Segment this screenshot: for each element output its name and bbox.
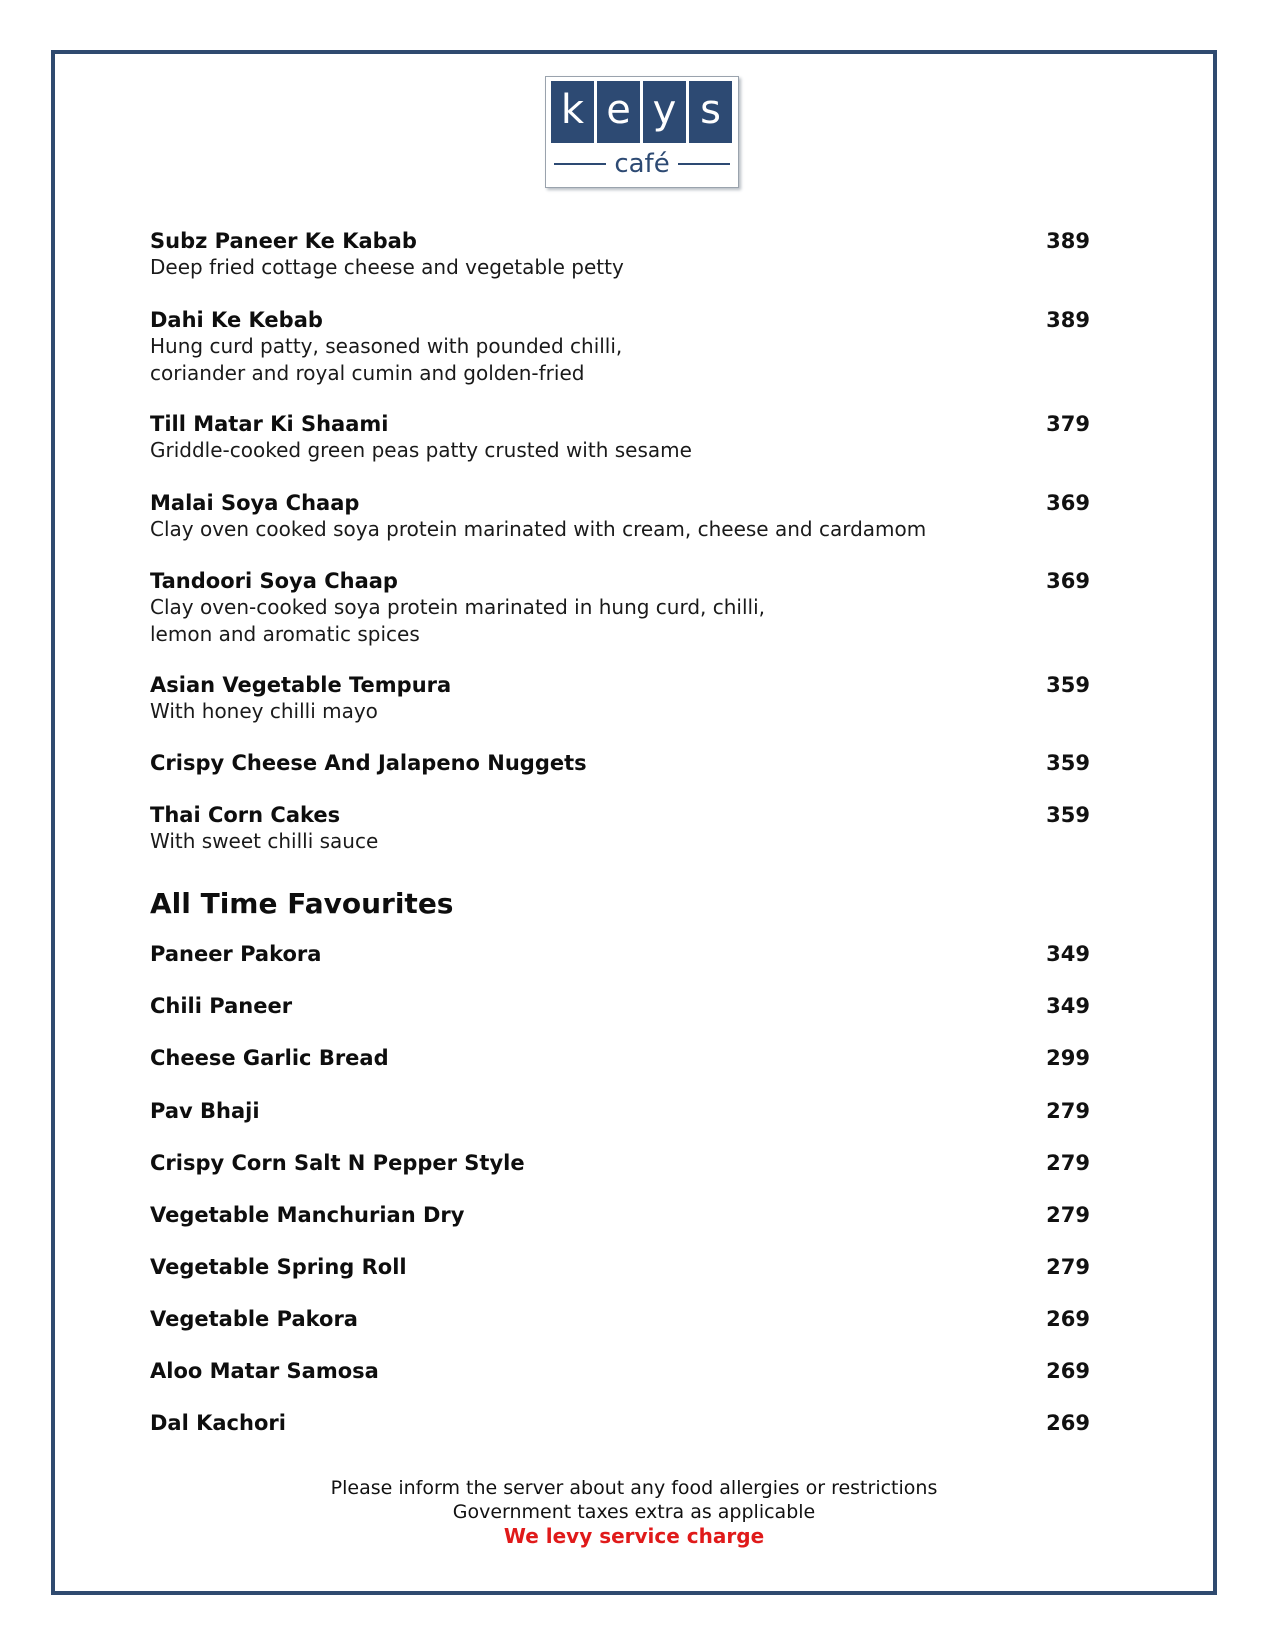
- item-name: Tandoori Soya Chaap: [150, 569, 398, 593]
- menu-item: [150, 802, 1090, 855]
- menu-item: [150, 1358, 1090, 1384]
- item-name: Vegetable Spring Roll: [150, 1255, 407, 1279]
- menu-item: [150, 1150, 1090, 1176]
- item-price: 369: [1046, 569, 1090, 593]
- item-name: Crispy Cheese And Jalapeno Nuggets: [150, 751, 587, 775]
- keys-cafe-logo: [545, 76, 739, 188]
- logo-letter-y: y: [643, 81, 686, 143]
- menu-item: [150, 1045, 1090, 1071]
- item-name: Dahi Ke Kebab: [150, 308, 323, 332]
- item-name: Thai Corn Cakes: [150, 803, 341, 827]
- item-name: Crispy Corn Salt N Pepper Style: [150, 1151, 525, 1175]
- item-price: 269: [1046, 1307, 1090, 1331]
- item-price: 359: [1046, 803, 1090, 827]
- item-description: With sweet chilli sauce: [150, 829, 379, 853]
- item-price: 349: [1046, 942, 1090, 966]
- menu-item: [150, 1306, 1090, 1332]
- item-price: 279: [1046, 1203, 1090, 1227]
- menu-item: [150, 568, 1090, 648]
- logo-rule-left: [554, 163, 606, 165]
- item-description: Griddle-cooked green peas patty crusted with sesame: [150, 438, 692, 462]
- logo-rule-right: [678, 163, 730, 165]
- item-price: 269: [1046, 1411, 1090, 1435]
- item-price: 359: [1046, 673, 1090, 697]
- logo-letter-e: e: [597, 81, 640, 143]
- menu-item: [150, 228, 1090, 281]
- menu-item: [150, 490, 1090, 543]
- menu-item: [150, 307, 1090, 387]
- menu-item: [150, 993, 1090, 1019]
- item-price: 299: [1046, 1046, 1090, 1070]
- service-charge-notice: We levy service charge: [503, 1524, 765, 1548]
- item-name: Vegetable Manchurian Dry: [150, 1203, 465, 1227]
- menu-item: [150, 411, 1090, 464]
- item-name: Asian Vegetable Tempura: [150, 673, 452, 697]
- menu-item: [150, 750, 1090, 776]
- item-name: Cheese Garlic Bread: [150, 1046, 389, 1070]
- item-name: Malai Soya Chaap: [150, 491, 360, 515]
- item-price: 379: [1046, 412, 1090, 436]
- section-title: All Time Favourites: [150, 887, 454, 920]
- item-name: Subz Paneer Ke Kabab: [150, 229, 417, 253]
- item-price: 349: [1046, 994, 1090, 1018]
- logo-letter-s: s: [689, 81, 732, 143]
- item-name: Paneer Pakora: [150, 942, 322, 966]
- item-price: 369: [1046, 491, 1090, 515]
- logo-letter-k: k: [551, 81, 594, 143]
- item-name: Dal Kachori: [150, 1411, 286, 1435]
- item-description: Hung curd patty, seasoned with pounded chilli, coriander and royal cumin and golden-fried: [150, 334, 623, 385]
- item-name: Pav Bhaji: [150, 1099, 260, 1123]
- item-name: Aloo Matar Samosa: [150, 1359, 379, 1383]
- item-price: 359: [1046, 751, 1090, 775]
- menu-item: [150, 1254, 1090, 1280]
- item-name: Vegetable Pakora: [150, 1307, 358, 1331]
- item-price: 269: [1046, 1359, 1090, 1383]
- item-name: Chili Paneer: [150, 994, 293, 1018]
- allergy-notice: Please inform the server about any food allergies or restrictions: [330, 1477, 938, 1499]
- item-description: Clay oven cooked soya protein marinated with cream, cheese and cardamom: [150, 517, 927, 541]
- menu-item: [150, 672, 1090, 725]
- item-price: 389: [1046, 229, 1090, 253]
- item-price: 279: [1046, 1151, 1090, 1175]
- item-description: With honey chilli mayo: [150, 699, 378, 723]
- item-description: Clay oven-cooked soya protein marinated in hung curd, chilli, lemon and aromatic spices: [150, 595, 766, 646]
- item-price: 279: [1046, 1255, 1090, 1279]
- tax-notice: Government taxes extra as applicable: [452, 1501, 816, 1523]
- item-price: 279: [1046, 1099, 1090, 1123]
- menu-item: [150, 1098, 1090, 1124]
- logo-subtitle: café: [614, 149, 670, 179]
- menu-item: [150, 941, 1090, 967]
- item-description: Deep fried cottage cheese and vegetable petty: [150, 255, 624, 279]
- item-name: Till Matar Ki Shaami: [150, 412, 389, 436]
- item-price: 389: [1046, 308, 1090, 332]
- menu-item: [150, 1202, 1090, 1228]
- menu-item: [150, 1410, 1090, 1436]
